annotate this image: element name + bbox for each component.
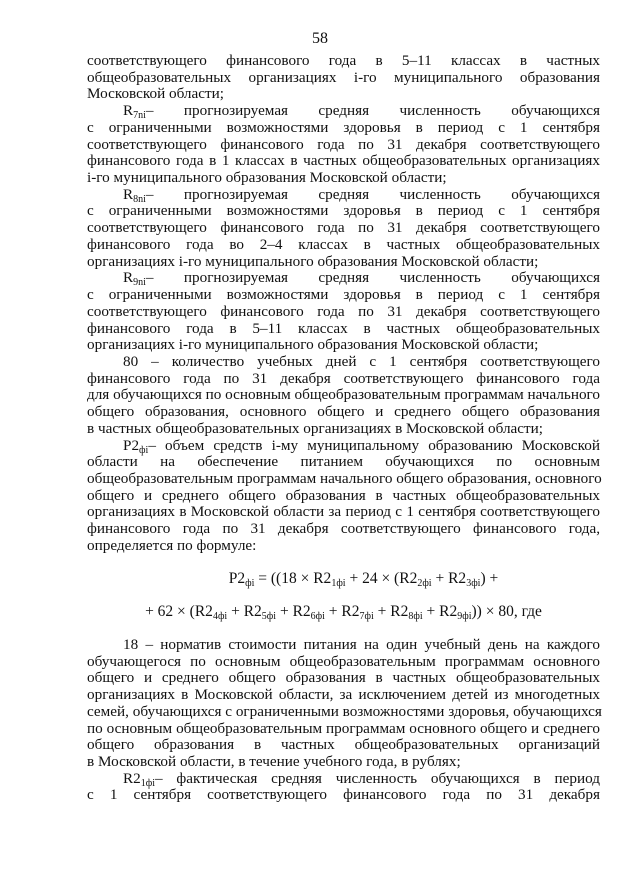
text-line: общего и среднего общего образования в частных общеобразовательных [87, 669, 600, 687]
text-line: для обучающихся по основным общеобразовательным программам начального [87, 386, 600, 404]
text-line: финансового года в 1 классах в частных общеобразовательных организациях [87, 152, 600, 170]
definition-r7: $R_{7ni}-$ прогнозируемая средняя численность обучающихся [123, 102, 600, 122]
document-body [87, 53, 600, 804]
symbol-r9: $R_{9ni}$ [123, 269, 146, 289]
text-line: семей, обучающихся с ограниченными возможностями здоровья, обучающихся [87, 702, 602, 720]
text-line: обучающегося по основным общеобразовательным программам основного [87, 652, 600, 670]
text-line: в Московской области, в течение учебного года, в рублях; [87, 753, 461, 771]
text-line: общего образования в частных общеобразовательных организаций [87, 736, 600, 754]
formula-line-2: + $62 \times (R2_{4фi} + R2_{5фi} + R2_{6фi} + R2_{7фi} + R2_{8фi} + R2_{9фi})) \times 80$, где [145, 603, 542, 623]
text-line: организациях i-го муниципального образования Московской области; [87, 252, 539, 270]
text-line: организациях в Московской области за период с 1 сентября соответствующего [87, 503, 600, 521]
definition-80: 80 – количество учебных дней с 1 сентября соответствующего [123, 352, 600, 370]
definition-r9: $R_{9ni}-$ прогнозируемая средняя численность обучающихся [123, 269, 600, 289]
definition-r21: $R2_{1фi}-$ фактическая средняя численность обучающихся в период [123, 769, 600, 789]
text-line: Московской области; [87, 85, 224, 103]
text-line: финансового года во 2–4 классах в частных общеобразовательных [87, 235, 600, 253]
text-line: финансового года в 5–11 классах в частных общеобразовательных [87, 319, 600, 337]
text-line: общего и среднего общего образования в частных общеобразовательных [87, 486, 600, 504]
text-line: с ограниченными возможностями здоровья в период с 1 сентября [87, 118, 600, 136]
text-line: с 1 сентября соответствующего финансового года по 31 декабря [87, 786, 600, 804]
text-line: организациях i-го муниципального образования Московской области; [87, 336, 539, 354]
text-line: соответствующего финансового года по 31 декабря соответствующего [87, 302, 600, 320]
text-line: соответствующего финансового года в 5–11 классах в частных [87, 52, 600, 69]
formula-line-1: $P2_{фi} = ((18 \times R2_{1фi} + 24 \times (R2_{2фi} + R2_{3фi})$ + [228, 569, 499, 589]
text-line: в частных общеобразовательных организациях в Московской области; [87, 419, 544, 437]
symbol-p2: $P2_{фi}$ [123, 436, 149, 456]
text-line: финансового года по 31 декабря соответствующего финансового года [87, 369, 600, 387]
definition-p2: $P2_{фi}-$ объем средств i-му муниципальному образованию Московской [123, 436, 600, 456]
text-line: области на обеспечение питанием обучающихся по основным [87, 453, 600, 471]
text-line: общего образования, основного общего и среднего общего образования [87, 403, 600, 421]
text-line: общеобразовательным программам начального общего образования, основного [87, 469, 602, 487]
text-line: по основным общеобразовательным программам основного общего и среднего [87, 719, 600, 737]
text-line: соответствующего финансового года по 31 декабря соответствующего [87, 219, 600, 237]
symbol-r8: $R_{8ni}$ [123, 185, 146, 205]
text-line: с ограниченными возможностями здоровья в период с 1 сентября [87, 202, 600, 220]
text-line: с ограниченными возможностями здоровья в период с 1 сентября [87, 286, 600, 304]
text-line: организациях в Московской области, за исключением детей из многодетных [87, 686, 600, 704]
definition-r8: $R_{8ni}-$ прогнозируемая средняя численность обучающихся [123, 185, 600, 205]
text-line: финансового года по 31 декабря соответствующего финансового года, [87, 520, 600, 538]
text-line: i-го муниципального образования Московской области; [87, 169, 447, 187]
text-line: определяется по формуле: [87, 536, 257, 554]
text-line: соответствующего финансового года по 31 декабря соответствующего [87, 135, 600, 153]
page-number: 58 [312, 30, 328, 47]
definition-18: 18 – норматив стоимости питания на один учебный день на каждого [123, 636, 600, 653]
symbol-r7: $R_{7ni}$ [123, 102, 146, 122]
symbol-r21: $R2_{1фi}$ [123, 769, 155, 789]
text-line: общеобразовательных организациях i-го муниципального образования [87, 68, 600, 86]
